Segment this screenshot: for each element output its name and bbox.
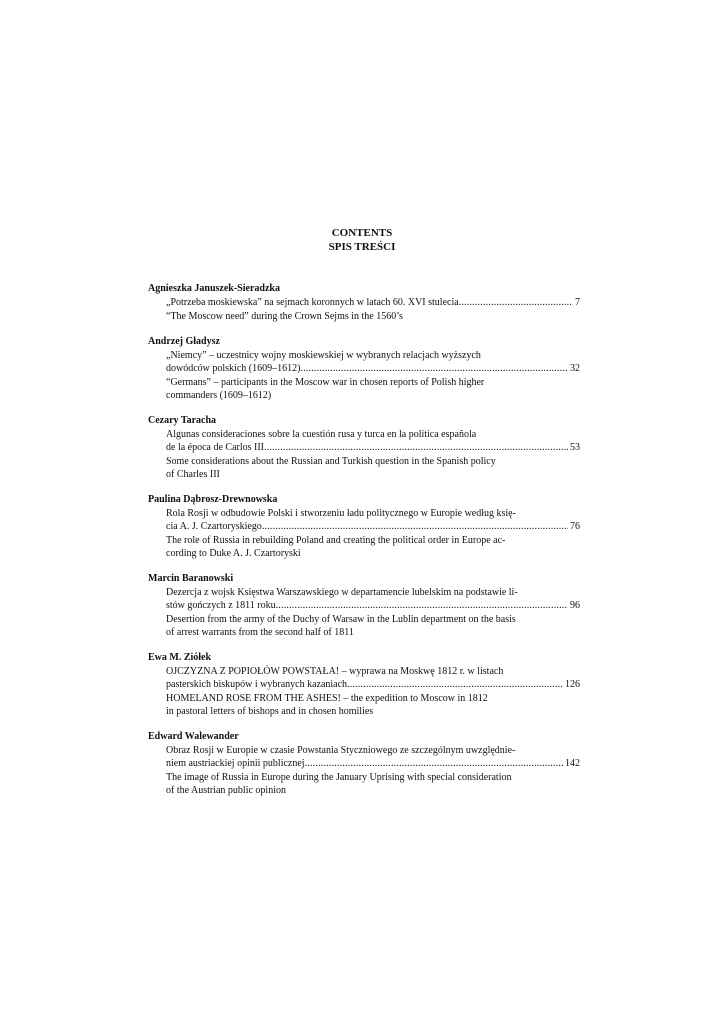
toc-entry-leader-line (166, 296, 580, 309)
toc-entry-leader-line (166, 678, 580, 691)
toc-entry-title-last-line: niem austriackiej opinii publicznej (166, 758, 305, 769)
dot-leader (262, 520, 568, 533)
page-title-block (0, 226, 724, 254)
toc-entry-body (148, 296, 580, 323)
toc-entry-leader-line (166, 599, 580, 612)
toc-entry-english-title-line: of Charles III (166, 469, 220, 480)
toc-entry-page-number[interactable]: 142 (565, 758, 580, 769)
toc-entry-title-last-line: stów gończych z 1811 roku (166, 600, 276, 611)
toc-entry-english-title-line: of arrest warrants from the second half of 1811 (166, 627, 354, 638)
toc-entry-author: Marcin Baranowski (148, 573, 234, 584)
dot-leader (459, 296, 573, 309)
toc-entry-author: Cezary Taracha (148, 415, 217, 426)
toc-entry-english-title-line: Some considerations about the Russian and Turkish question in the Spanish policy (166, 456, 496, 467)
toc-entry-page-number[interactable]: 53 (570, 442, 580, 453)
toc-entry (148, 572, 580, 639)
table-of-contents (148, 282, 580, 809)
toc-entry-author: Agnieszka Januszek-Sieradzka (148, 283, 280, 294)
toc-entry-page-number[interactable]: 7 (575, 297, 580, 308)
toc-entry (148, 493, 580, 560)
toc-entry-title-line: Dezercja z wojsk Księstwa Warszawskiego w departamencie lubelskim na podstawie li- (166, 587, 518, 598)
toc-entry-body (148, 586, 580, 639)
toc-entry-page-number[interactable]: 126 (565, 679, 580, 690)
toc-entry (148, 651, 580, 718)
toc-entry (148, 730, 580, 797)
toc-entry-title-last-line: de la época de Carlos III (166, 442, 265, 453)
dot-leader (300, 362, 568, 375)
toc-entry-body (148, 349, 580, 402)
toc-entry-author: Edward Walewander (148, 731, 239, 742)
toc-entry-english-title-line: cording to Duke A. J. Czartoryski (166, 548, 301, 559)
toc-entry-english-title-line: commanders (1609–1612) (166, 390, 272, 401)
dot-leader (264, 441, 568, 454)
toc-entry-author: Andrzej Gładysz (148, 336, 220, 347)
dot-leader (305, 757, 563, 770)
toc-entry-english-title-line: “Germans” – participants in the Moscow war in chosen reports of Polish higher (166, 377, 485, 388)
toc-entry (148, 335, 580, 402)
toc-entry-english-title-line: Desertion from the army of the Duchy of Warsaw in the Lublin department on the basis (166, 614, 516, 625)
toc-entry (148, 282, 580, 323)
toc-entry-leader-line (166, 520, 580, 533)
toc-entry-leader-line (166, 757, 580, 770)
heading-spis-tresci: SPIS TREŚCI (328, 241, 396, 253)
toc-entry-title-last-line: dowódców polskich (1609–1612) (166, 363, 301, 374)
toc-entry-page-number[interactable]: 76 (570, 521, 580, 532)
toc-entry (148, 414, 580, 481)
toc-entry-leader-line (166, 441, 580, 454)
toc-entry-english-title-line: in pastoral letters of bishops and in chosen homilies (166, 706, 374, 717)
toc-entry-english-title-line: “The Moscow need” during the Crown Sejms in the 1560’s (166, 311, 403, 322)
toc-entry-page-number[interactable]: 96 (570, 600, 580, 611)
toc-entry-title-last-line: cia A. J. Czartoryskiego (166, 521, 262, 532)
toc-entry-english-title-line: The role of Russia in rebuilding Poland and creating the political order in Europe ac- (166, 535, 506, 546)
dot-leader (276, 599, 568, 612)
toc-entry-title-line: Rola Rosji w odbudowie Polski i stworzeniu ładu politycznego w Europie według księ- (166, 508, 516, 519)
dot-leader (347, 678, 563, 691)
toc-entry-title-last-line: pasterskich biskupów i wybranych kazaniach (166, 679, 348, 690)
toc-entry-body (148, 665, 580, 718)
toc-entry-title-line: OJCZYZNA Z POPIOŁÓW POWSTAŁA! – wyprawa na Moskwę 1812 r. w listach (166, 666, 504, 677)
toc-entry-title-line: Algunas consideraciones sobre la cuestión rusa y turca en la política española (166, 429, 477, 440)
toc-entry-title-last-line: „Potrzeba moskiewska” na sejmach koronnych w latach 60. XVI stulecia (166, 297, 459, 308)
toc-entry-title-line: Obraz Rosji w Europie w czasie Powstania Styczniowego ze szczególnym uwzględnie- (166, 745, 516, 756)
heading-contents: CONTENTS (331, 227, 393, 239)
toc-entry-page-number[interactable]: 32 (570, 363, 580, 374)
toc-entry-author: Ewa M. Ziółek (148, 652, 212, 663)
toc-entry-title-line: „Niemcy” – uczestnicy wojny moskiewskiej w wybranych relacjach wyższych (166, 350, 481, 361)
toc-entry-body (148, 428, 580, 481)
toc-entry-author: Paulina Dąbrosz-Drewnowska (148, 494, 278, 505)
toc-entry-english-title-line: The image of Russia in Europe during the January Uprising with special consideration (166, 772, 512, 783)
toc-entry-body (148, 744, 580, 797)
toc-entry-english-title-line: of the Austrian public opinion (166, 785, 286, 796)
toc-entry-body (148, 507, 580, 560)
toc-entry-leader-line (166, 362, 580, 375)
toc-entry-english-title-line: HOMELAND ROSE FROM THE ASHES! – the expedition to Moscow in 1812 (166, 693, 488, 704)
